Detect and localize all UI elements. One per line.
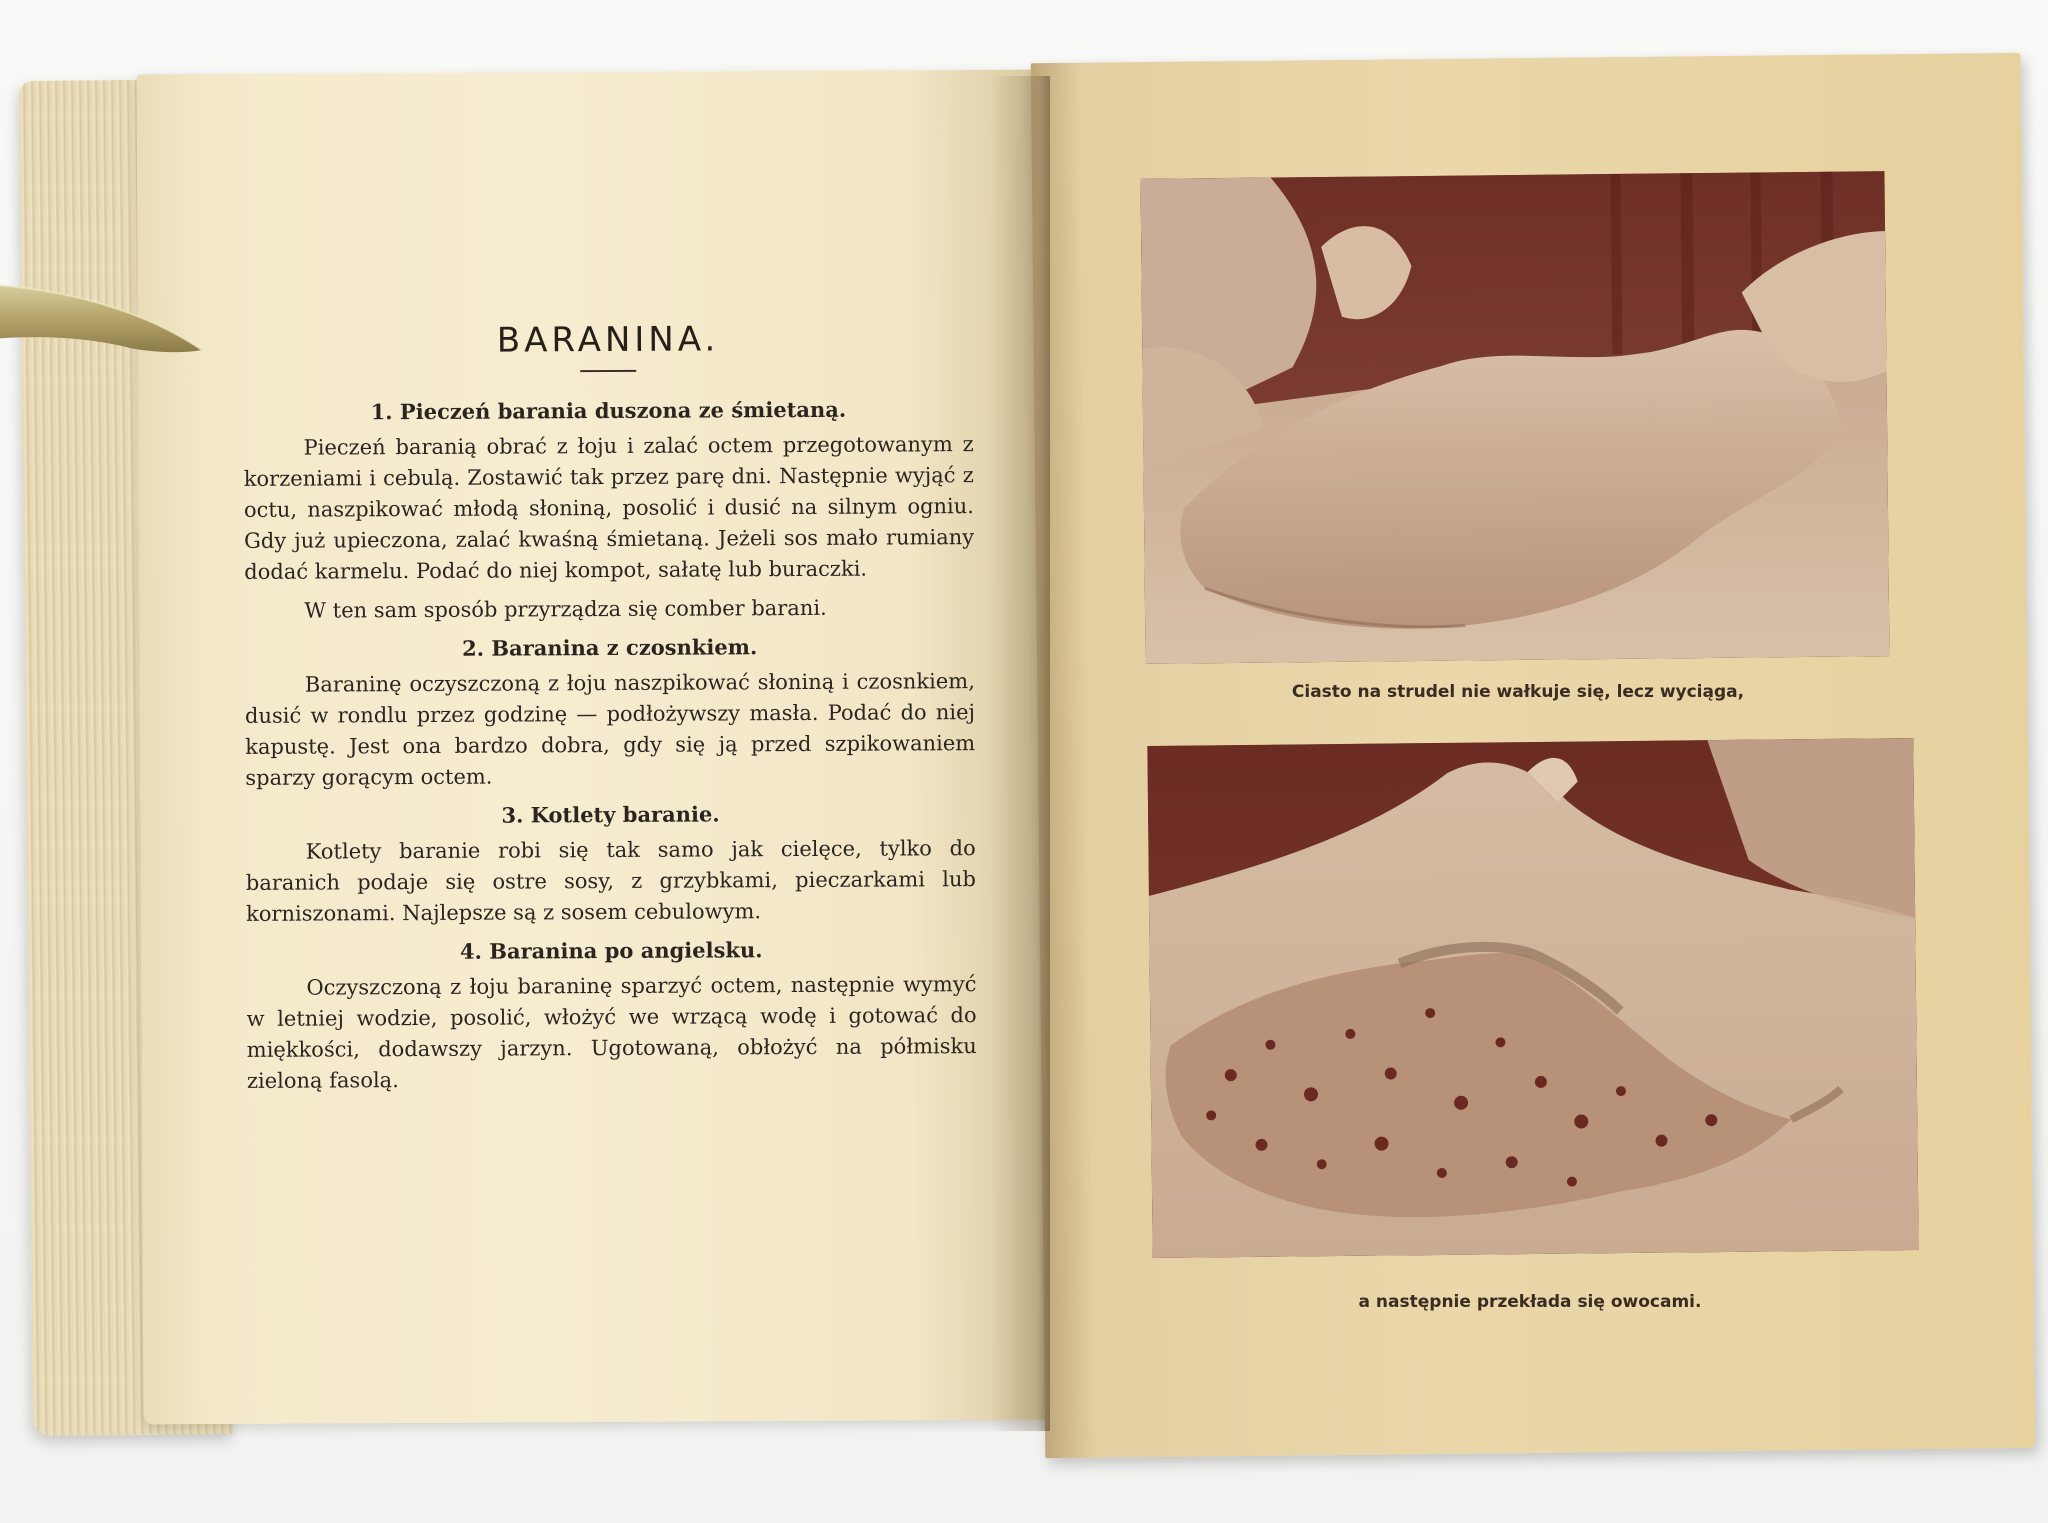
- recipe: [245, 800, 976, 930]
- photo-caption: Ciasto na strudel nie wałkuje się, lecz wyciąga,: [1291, 682, 1745, 702]
- recipe-title: 1. Pieczeń barania duszona ze śmietaną.: [370, 396, 847, 425]
- brass-bookmark-icon: [0, 278, 230, 358]
- recipe-paragraph: W ten sam sposób przyrządza się comber barani.: [304, 595, 827, 623]
- title-rule: [580, 370, 636, 372]
- photo-stretching-dough: [1140, 171, 1889, 664]
- recipe-text-column: [243, 318, 977, 1105]
- recipe-paragraph: Pieczeń baranią obrać z łoju i zalać octem przegotowanym z korzeniami i cebulą. Zostawić tak przez parę dni. Następnie wyjąć z octu, naszpikować młodą słoniną, posolić i dusić na silnym ogniu. Gdy już upieczona, zalać kwaśną śmietaną. Jeżeli sos mało rumiany dodać karmelu. Podać do niej kompot, sałatę lub buraczki.: [243, 432, 975, 584]
- photo-dough-with-fruit: [1147, 738, 1918, 1258]
- recipe-title: 4. Baranina po angielsku.: [459, 937, 763, 964]
- chapter-title: BARANINA.: [496, 319, 720, 361]
- recipe: [246, 936, 977, 1097]
- photo-caption: a następnie przekłada się owocami.: [1358, 1292, 1702, 1312]
- recipe-paragraph: Kotlety baranie robi się tak samo jak cielęce, tylko do baranich podaje się ostre sosy, z grzybkami, pieczarkami lub korniszonami. Najlepsze są z sosem cebulowym.: [245, 836, 976, 926]
- recipe-paragraph: Baraninę oczyszczoną z łoju naszpikować słoniną i czosnkiem, dusić w rondlu przez godzinę — podłożywszy masła. Podać do niej kapustę. Jest ona bardzo dobra, gdy się ją przed szpikowaniem sparzy gorącym octem.: [244, 669, 976, 790]
- recipe-title: 2. Baranina z czosnkiem.: [462, 634, 758, 661]
- recipe-paragraph: Oczyszczoną z łoju baraninę sparzyć octem, następnie wymyć w letniej wodzie, posolić, włożyć we wrzącą wodę i gotować do miękkości, dodawszy jarzyn. Ugotowaną, obłożyć na półmisku zieloną fasolą.: [246, 972, 977, 1093]
- recipe: [243, 396, 974, 627]
- book-gutter: [990, 76, 1050, 1431]
- recipe: [245, 633, 976, 794]
- recipe-title: 3. Kotlety baranie.: [501, 801, 720, 828]
